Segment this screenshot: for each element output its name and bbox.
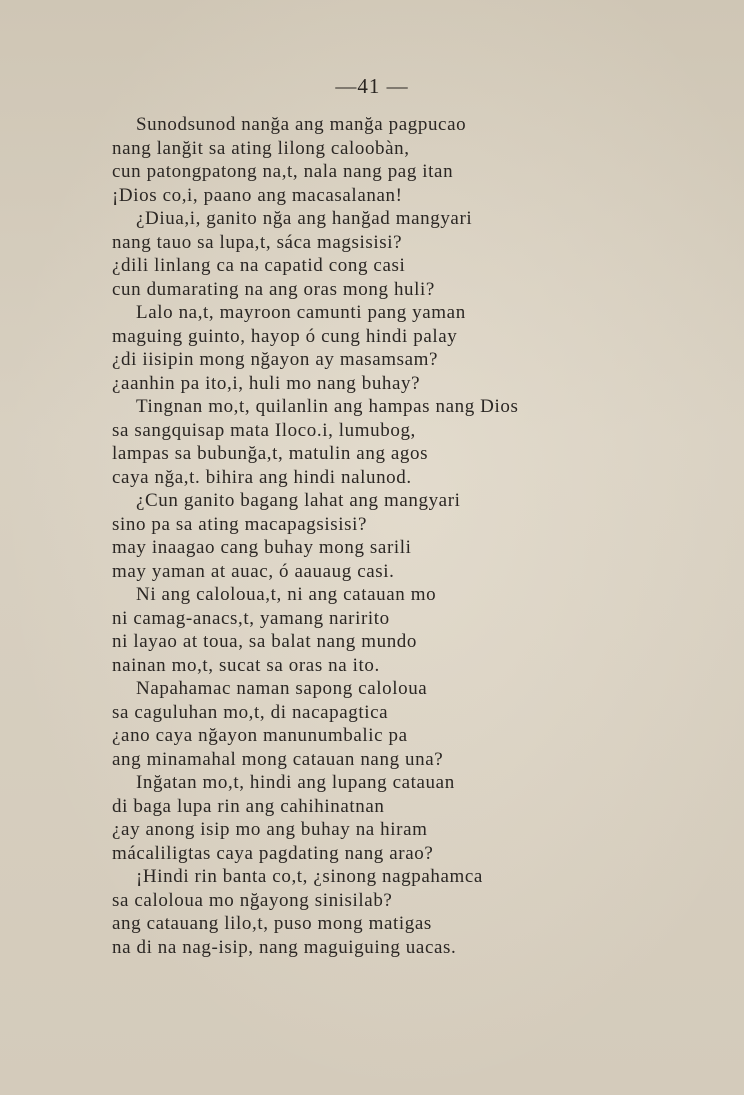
poem-line: cun patongpatong na,t, nala nang pag itan <box>112 161 454 182</box>
page-number: —41 — <box>335 74 409 98</box>
poem-line: ¿Cun ganito bagang lahat ang mangyari <box>136 490 461 511</box>
poem-line: sa caloloua mo nğayong sinisilab? <box>112 889 393 911</box>
poem-line: ¿dili linlang ca na capatid cong casi <box>112 255 406 276</box>
poem-line: nang tauo sa lupa,t, sáca magsisisi? <box>112 231 403 253</box>
poem-line: may yaman at auac, ó aauaug casi. <box>112 560 395 582</box>
poem-line: maguing guinto, hayop ó cung hindi palay <box>112 325 458 347</box>
poem-line: di baga lupa rin ang cahihinatnan <box>112 795 385 817</box>
poem-line: ang minamahal mong catauan nang una? <box>112 748 444 770</box>
poem-line: lampas sa bubunğa,t, matulin ang agos <box>112 443 429 464</box>
poem-line: sino pa sa ating macapagsisisi? <box>112 513 367 535</box>
poem-line: mácaliligtas caya pagdating nang arao? <box>112 842 434 864</box>
poem-line: nang lanğit sa ating lilong caloobàn, <box>112 137 410 159</box>
poem-line: may inaagao cang buhay mong sarili <box>112 537 412 558</box>
poem-line: ¡Dios co,i, paano ang macasalanan! <box>112 184 403 206</box>
poem-line: Napahamac naman sapong caloloua <box>136 678 428 699</box>
poem-line: ¿aanhin pa ito,i, huli mo nang buhay? <box>112 372 421 394</box>
poem-line: ang catauang lilo,t, puso mong matigas <box>112 913 432 934</box>
poem-line: ni layao at toua, sa balat nang mundo <box>112 631 418 652</box>
poem-line: ¿Diua,i, ganito nğa ang hanğad mangyari <box>136 208 473 229</box>
poem-line: ¿di iisipin mong nğayon ay masamsam? <box>112 349 439 370</box>
poem-line: ¿ano caya nğayon manunumbalic pa <box>112 725 408 746</box>
poem-line: Lalo na,t, mayroon camunti pang yaman <box>136 302 466 323</box>
poem-line: sa caguluhan mo,t, di nacapagtica <box>112 701 389 723</box>
poem-line: Tingnan mo,t, quilanlin ang hampas nang Dios <box>136 396 519 417</box>
poem-line: ¿ay anong isip mo ang buhay na hiram <box>112 819 428 840</box>
poem-line: ¡Hindi rin banta co,t, ¿sinong nagpahamca <box>136 866 483 887</box>
poem-line: na di na nag-isip, nang maguiguing uacas. <box>112 936 457 958</box>
poem-line: Sunodsunod nanğa ang manğa pagpucao <box>136 114 467 135</box>
poem-line: caya nğa,t. bihira ang hindi nalunod. <box>112 466 412 488</box>
poem-line: nainan mo,t, sucat sa oras na ito. <box>112 654 380 676</box>
poem-line: sa sangquisap mata Iloco.i, lumubog, <box>112 419 416 441</box>
poem-text <box>112 113 642 959</box>
poem-line: ni camag-anacs,t, yamang naririto <box>112 607 390 629</box>
poem-line: cun dumarating na ang oras mong huli? <box>112 278 435 300</box>
poem-line: Inğatan mo,t, hindi ang lupang catauan <box>136 772 455 793</box>
poem-line: Ni ang caloloua,t, ni ang catauan mo <box>136 584 437 605</box>
